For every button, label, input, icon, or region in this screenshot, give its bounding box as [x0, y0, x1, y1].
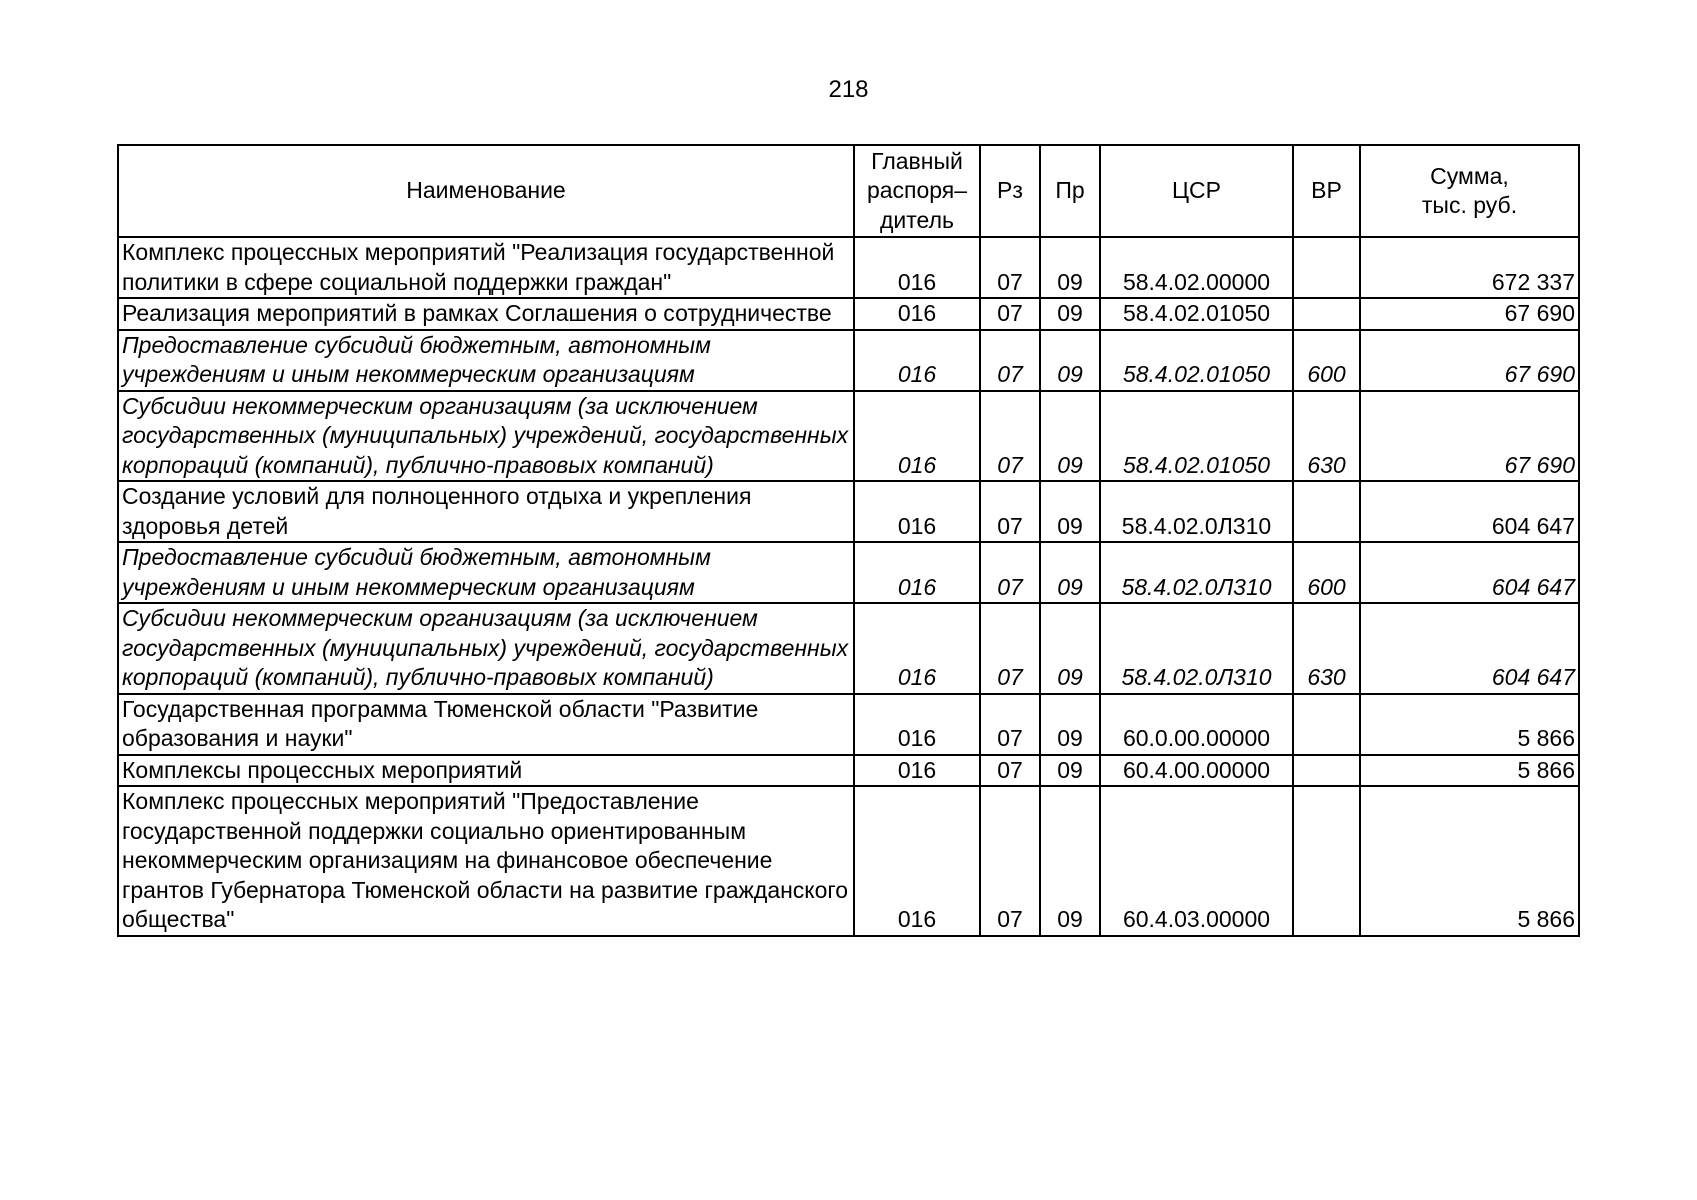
- table-row: [118, 391, 1579, 482]
- cell-chief: 016: [854, 694, 980, 755]
- cell-name: Реализация мероприятий в рамках Соглашения о сотрудничестве: [118, 298, 854, 330]
- cell-csr: 58.4.02.01050: [1100, 298, 1293, 330]
- header-chief: Главный распоря– дитель: [854, 145, 980, 237]
- cell-chief: 016: [854, 786, 980, 936]
- cell-name: Создание условий для полноценного отдыха и укрепления здоровья детей: [118, 481, 854, 542]
- table-row: [118, 298, 1579, 330]
- cell-rz: 07: [980, 542, 1040, 603]
- cell-sum: 5 866: [1360, 755, 1579, 787]
- cell-vr: 630: [1293, 391, 1360, 482]
- cell-pr: 09: [1040, 237, 1100, 298]
- cell-vr: 630: [1293, 603, 1360, 694]
- cell-sum: 67 690: [1360, 391, 1579, 482]
- cell-pr: 09: [1040, 694, 1100, 755]
- cell-name: Комплекс процессных мероприятий "Реализация государственной политики в сфере социальной поддержки граждан": [118, 237, 854, 298]
- budget-table: [117, 144, 1580, 937]
- cell-csr: 58.4.02.0Л310: [1100, 603, 1293, 694]
- cell-sum: 5 866: [1360, 786, 1579, 936]
- cell-vr: 600: [1293, 330, 1360, 391]
- table-row: [118, 694, 1579, 755]
- table-row: [118, 755, 1579, 787]
- cell-rz: 07: [980, 391, 1040, 482]
- cell-rz: 07: [980, 298, 1040, 330]
- cell-sum: 604 647: [1360, 481, 1579, 542]
- cell-csr: 58.4.02.0Л310: [1100, 542, 1293, 603]
- cell-pr: 09: [1040, 603, 1100, 694]
- cell-csr: 58.4.02.01050: [1100, 330, 1293, 391]
- header-sum: Сумма, тыс. руб.: [1360, 145, 1579, 237]
- cell-rz: 07: [980, 237, 1040, 298]
- cell-csr: 60.4.03.00000: [1100, 786, 1293, 936]
- cell-csr: 60.0.00.00000: [1100, 694, 1293, 755]
- page-number: 218: [828, 76, 869, 103]
- cell-sum: 67 690: [1360, 330, 1579, 391]
- table-row: [118, 481, 1579, 542]
- cell-csr: 58.4.02.00000: [1100, 237, 1293, 298]
- cell-name: Комплексы процессных мероприятий: [118, 755, 854, 787]
- cell-name: Субсидии некоммерческим организациям (за исключением государственных (муниципальных) учреждений, государственных корпораций (компаний), публично-правовых компаний): [118, 391, 854, 482]
- table-row: [118, 542, 1579, 603]
- cell-vr: [1293, 237, 1360, 298]
- cell-rz: 07: [980, 330, 1040, 391]
- cell-chief: 016: [854, 481, 980, 542]
- table-row: [118, 330, 1579, 391]
- cell-vr: [1293, 298, 1360, 330]
- cell-csr: 58.4.02.0Л310: [1100, 481, 1293, 542]
- table-header-row: [118, 145, 1579, 237]
- cell-chief: 016: [854, 542, 980, 603]
- cell-rz: 07: [980, 481, 1040, 542]
- cell-rz: 07: [980, 603, 1040, 694]
- cell-name: Государственная программа Тюменской области "Развитие образования и науки": [118, 694, 854, 755]
- cell-vr: [1293, 694, 1360, 755]
- cell-pr: 09: [1040, 786, 1100, 936]
- cell-pr: 09: [1040, 298, 1100, 330]
- cell-chief: 016: [854, 237, 980, 298]
- cell-vr: [1293, 481, 1360, 542]
- cell-rz: 07: [980, 694, 1040, 755]
- cell-rz: 07: [980, 755, 1040, 787]
- cell-pr: 09: [1040, 542, 1100, 603]
- header-vr: ВР: [1293, 145, 1360, 237]
- cell-chief: 016: [854, 603, 980, 694]
- table-row: [118, 603, 1579, 694]
- table-row: [118, 786, 1579, 936]
- cell-vr: [1293, 755, 1360, 787]
- cell-pr: 09: [1040, 481, 1100, 542]
- cell-chief: 016: [854, 755, 980, 787]
- cell-chief: 016: [854, 391, 980, 482]
- cell-sum: 604 647: [1360, 542, 1579, 603]
- cell-name: Предоставление субсидий бюджетным, автономным учреждениям и иным некоммерческим организациям: [118, 330, 854, 391]
- cell-rz: 07: [980, 786, 1040, 936]
- cell-name: Комплекс процессных мероприятий "Предоставление государственной поддержки социально ориентированным некоммерческим организациям на финансовое обеспечение грантов Губернатора Тюменской области на развитие гражданского общества": [118, 786, 854, 936]
- cell-pr: 09: [1040, 391, 1100, 482]
- cell-chief: 016: [854, 330, 980, 391]
- header-csr: ЦСР: [1100, 145, 1293, 237]
- header-pr: Пр: [1040, 145, 1100, 237]
- header-name: Наименование: [118, 145, 854, 237]
- cell-vr: 600: [1293, 542, 1360, 603]
- cell-name: Предоставление субсидий бюджетным, автономным учреждениям и иным некоммерческим организациям: [118, 542, 854, 603]
- header-rz: Рз: [980, 145, 1040, 237]
- cell-sum: 604 647: [1360, 603, 1579, 694]
- table-row: [118, 237, 1579, 298]
- cell-sum: 672 337: [1360, 237, 1579, 298]
- cell-name: Субсидии некоммерческим организациям (за исключением государственных (муниципальных) учреждений, государственных корпораций (компаний), публично-правовых компаний): [118, 603, 854, 694]
- cell-vr: [1293, 786, 1360, 936]
- cell-pr: 09: [1040, 330, 1100, 391]
- cell-chief: 016: [854, 298, 980, 330]
- cell-pr: 09: [1040, 755, 1100, 787]
- cell-sum: 67 690: [1360, 298, 1579, 330]
- cell-csr: 58.4.02.01050: [1100, 391, 1293, 482]
- cell-sum: 5 866: [1360, 694, 1579, 755]
- cell-csr: 60.4.00.00000: [1100, 755, 1293, 787]
